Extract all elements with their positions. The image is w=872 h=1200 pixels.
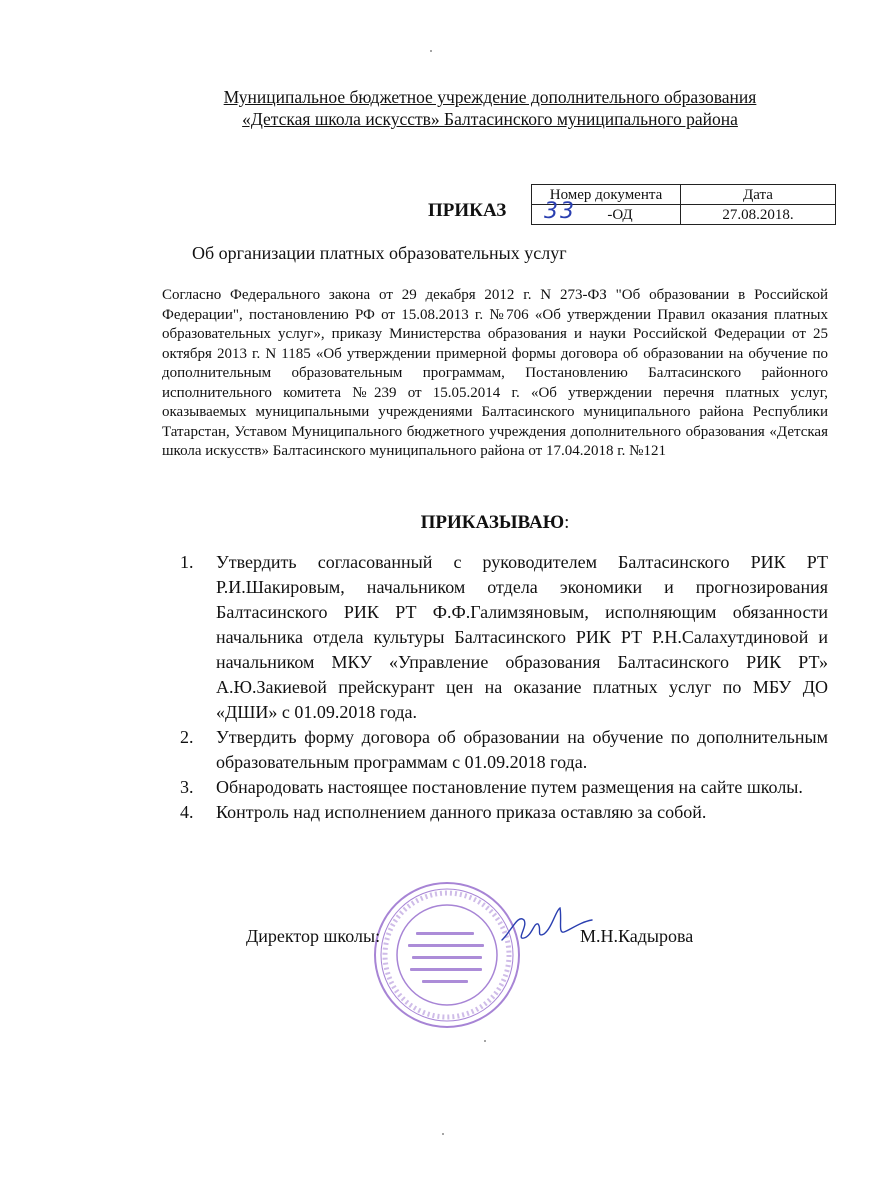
- scan-speck: [442, 1133, 444, 1135]
- signatory-name: М.Н.Кадырова: [580, 926, 694, 946]
- preamble-paragraph: Согласно Федерального закона от 29 декабря 2012 г. N 273-ФЗ "Об образовании в Российской Федерации", постановлению РФ от 15.08.2013 г. №706 «Об утверждении Правил оказания платных образовательных услуг», приказу Министерства образования и науки Российской Федерации от 25 октября 2013 г. N 1185 «Об утверждении примерной формы договора об образовании на обучение по дополнительным образовательным программам, Постановлению Балтасинского районного исполнительного комитета №239 от 15.05.2014 г. «Об утверждении перечня платных услуг, оказываемых муниципальными учреждениями Балтасинского муниципального района Республики Татарстан, Уставом Муниципального бюджетного учреждения дополнительного образования «Детская школа искусств» Балтасинского муниципального района от 17.04.2018 г. №121: [162, 287, 828, 459]
- list-item: [180, 775, 828, 800]
- handwritten-number: 33: [544, 199, 576, 224]
- doc-number-header: Номер документа: [532, 185, 681, 205]
- item-number: 3.: [180, 777, 194, 797]
- scan-speck: [484, 1040, 486, 1042]
- doc-number-suffix: -ОД: [607, 207, 633, 223]
- list-item: [180, 800, 828, 825]
- signatory-position: Директор школы:: [246, 926, 381, 946]
- doc-date-header: Дата: [681, 185, 836, 205]
- scan-speck: [430, 50, 432, 52]
- doc-number-cell: [532, 199, 681, 225]
- order-items-list: [180, 550, 828, 825]
- item-number: 4.: [180, 802, 194, 822]
- item-text: Контроль над исполнением данного приказа оставляю за собой.: [216, 802, 707, 822]
- organization-header: [150, 86, 830, 130]
- document-number-table: [531, 184, 836, 225]
- org-name-line-2: «Детская школа искусств» Балтасинского муниципального района: [242, 109, 738, 129]
- order-heading-text: ПРИКАЗЫВАЮ: [420, 512, 565, 533]
- order-heading-colon: :: [564, 512, 570, 533]
- document-type-title: ПРИКАЗ: [428, 200, 507, 221]
- item-text: Утвердить согласованный с руководителем Балтасинского РИК РТ Р.И.Шакировым, начальником отдела экономики и прогнозирования Балтасинского РИК РТ Ф.Ф.Галимзяновым, исполняющим обязанности начальника отдела культуры Балтасинского РИК РТ Р.Н.Салахутдиновой и начальником МКУ «Управление образования Балтасинского РИК РТ» А.Ю.Закиевой прейскурант цен на оказание платных услуг по МБУ ДО «ДШИ» с 01.09.2018 года.: [216, 552, 828, 722]
- item-text: Утвердить форму договора об образовании на обучение по дополнительным образовательным программам с 01.09.2018 года.: [216, 727, 828, 772]
- doc-date-value: 27.08.2018.: [681, 205, 836, 225]
- item-number: 2.: [180, 727, 194, 747]
- document-subject: Об организации платных образовательных услуг: [192, 243, 567, 263]
- order-heading: [0, 512, 872, 534]
- org-name-line-1: Муниципальное бюджетное учреждение дополнительного образования: [223, 87, 757, 107]
- item-number: 1.: [180, 552, 194, 572]
- list-item: [180, 550, 828, 725]
- list-item: [180, 725, 828, 775]
- item-text: Обнародовать настоящее постановление путем размещения на сайте школы.: [216, 777, 803, 797]
